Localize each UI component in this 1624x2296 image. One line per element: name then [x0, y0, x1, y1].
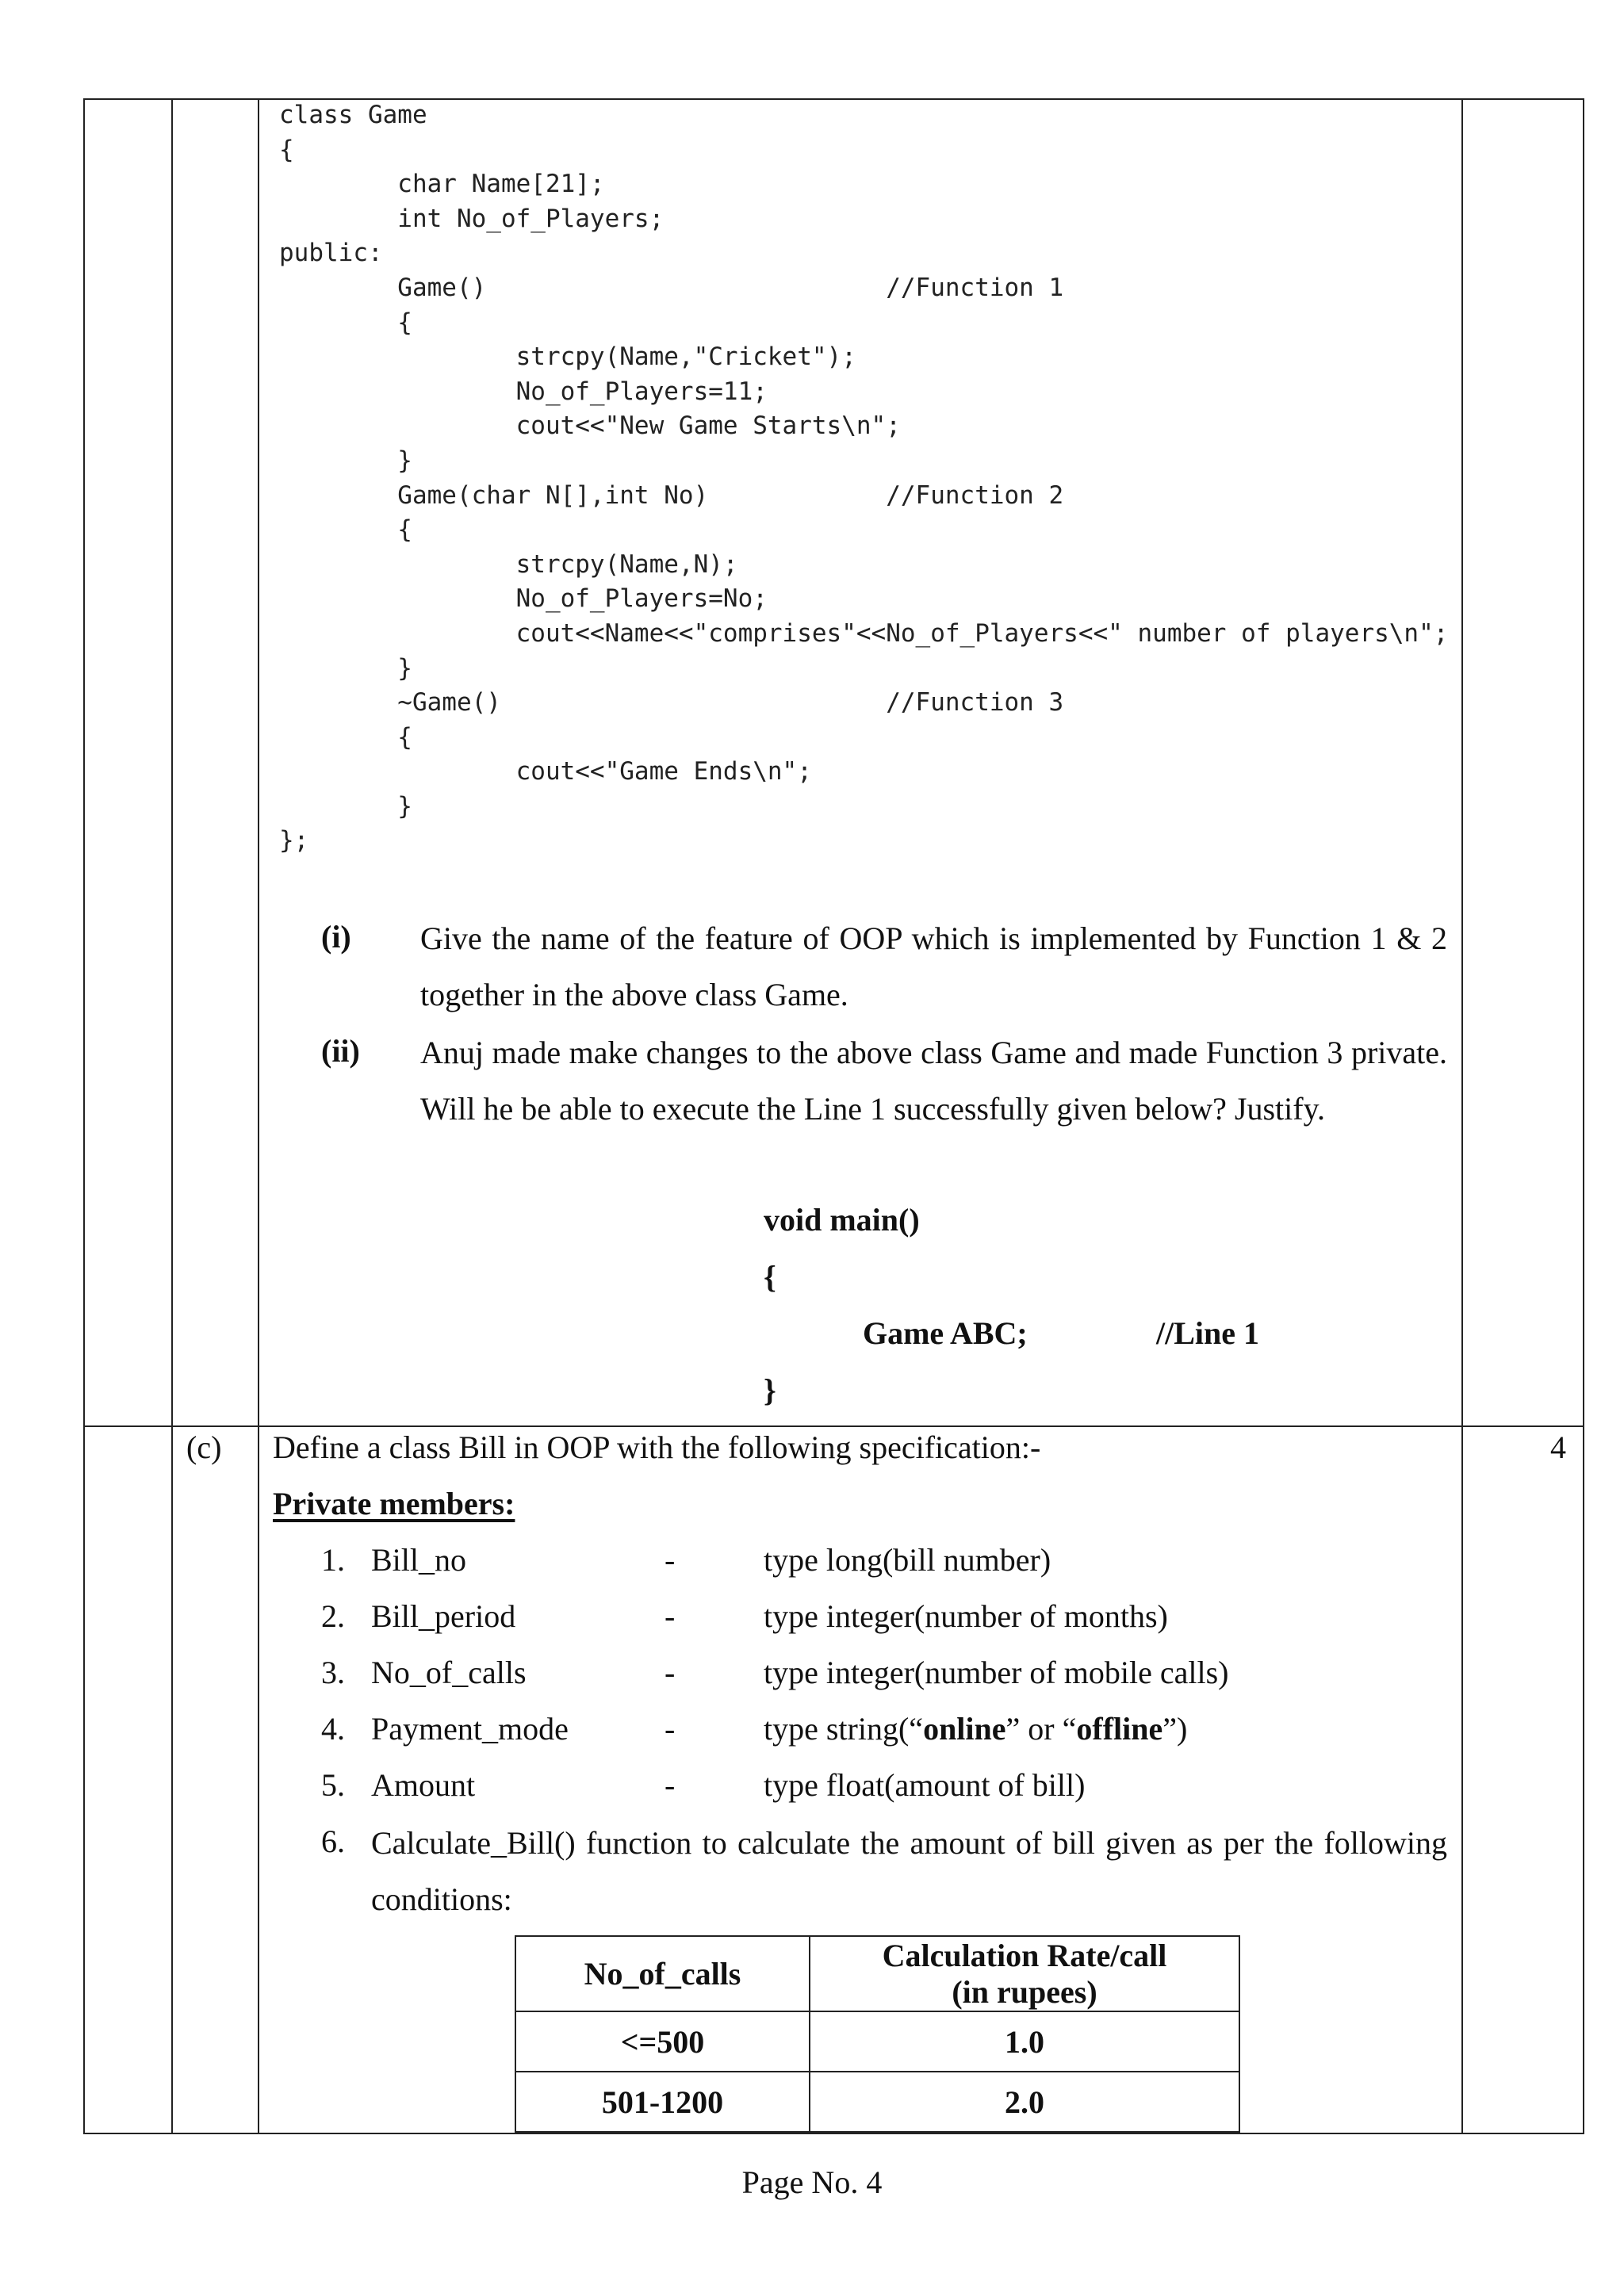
member-row — [321, 1598, 1431, 1654]
header-rate-line2: (in rupees) — [952, 1973, 1097, 2010]
code-line: cout<<"New Game Starts\n"; — [279, 411, 901, 441]
payment-prefix: type string(“ — [764, 1711, 924, 1747]
member-name: Bill_no — [371, 1542, 467, 1578]
code-line: ~Game() //Function 3 — [279, 688, 1064, 718]
member-description — [764, 1710, 1187, 1747]
member-row — [321, 1541, 1431, 1598]
main-signature: void main() — [764, 1202, 920, 1238]
code-line: strcpy(Name,"Cricket"); — [279, 342, 856, 372]
question-ii-text: Anuj made make changes to the above class Game and made Function 3 private. Will he be able to execute the Line 1 successfully given below? Justify. — [420, 1035, 1447, 1127]
question-i-label: (i) — [321, 919, 351, 955]
class-game-code — [279, 98, 1448, 859]
member-number: 3. — [321, 1655, 345, 1690]
code-line: { — [279, 515, 412, 545]
member-dash: - — [665, 1655, 676, 1690]
header-rate — [810, 1936, 1239, 2011]
payment-online: online — [923, 1711, 1006, 1747]
code-line: No_of_Players=No; — [279, 584, 768, 614]
column-divider-3 — [1461, 98, 1463, 2134]
member-name: Payment_mode — [371, 1711, 569, 1747]
member-name: Bill_period — [371, 1598, 516, 1634]
part-c-intro: Define a class Bill in OOP with the following specification:- — [273, 1429, 1041, 1465]
member-description: type integer(number of months) — [764, 1598, 1168, 1634]
code-line: No_of_Players=11; — [279, 377, 768, 406]
page-number: Page No. 4 — [741, 2164, 883, 2200]
code-line: Game() //Function 1 — [279, 273, 1064, 302]
rate-cell: 2.0 — [810, 2072, 1239, 2132]
main-line-comment: //Line 1 — [1156, 1315, 1260, 1351]
code-line: int No_of_Players; — [279, 204, 665, 233]
part-c-label: (c) — [186, 1429, 222, 1465]
calls-cell: <=500 — [515, 2011, 810, 2072]
member-row — [321, 1654, 1431, 1710]
rate-cell: 1.0 — [810, 2011, 1239, 2072]
header-rate-line1: Calculation Rate/call — [882, 1937, 1167, 1973]
code-line: { — [279, 722, 412, 752]
main-statement: Game ABC; — [863, 1315, 1028, 1351]
member-name: No_of_calls — [371, 1655, 527, 1690]
code-line: }; — [279, 826, 309, 855]
table-row — [515, 2072, 1239, 2132]
member-number: 5. — [321, 1767, 345, 1803]
member-number: 4. — [321, 1711, 345, 1747]
member-name: Amount — [371, 1767, 476, 1803]
member-dash: - — [665, 1767, 676, 1803]
calc-text: Calculate_Bill() function to calculate the amount of bill given as per the following conditions: — [371, 1825, 1447, 1917]
code-line: { — [279, 135, 294, 164]
code-line: } — [279, 653, 412, 683]
code-line: class Game — [279, 101, 427, 129]
payment-suffix: ”) — [1162, 1711, 1188, 1747]
member-dash: - — [665, 1598, 676, 1634]
payment-middle: ” or “ — [1005, 1711, 1077, 1747]
part-c-marks: 4 — [1550, 1429, 1566, 1465]
member-description: type long(bill number) — [764, 1542, 1051, 1578]
table-row — [515, 2011, 1239, 2072]
code-line: } — [279, 446, 412, 475]
member-description: type integer(number of mobile calls) — [764, 1655, 1229, 1690]
payment-offline: offline — [1076, 1711, 1163, 1747]
code-line: } — [279, 791, 412, 821]
main-open-brace: { — [764, 1259, 776, 1295]
code-line: cout<<Name<<"comprises"<<No_of_Players<<" number of players\n"; — [279, 618, 1449, 648]
member-row-payment-mode — [321, 1710, 1431, 1766]
question-i-text: Give the name of the feature of OOP which is implemented by Function 1 & 2 together in the above class Game. — [420, 920, 1447, 1012]
member-dash: - — [665, 1542, 676, 1578]
member-description: type float(amount of bill) — [764, 1767, 1086, 1803]
header-no-of-calls: No_of_calls — [515, 1936, 810, 2011]
rate-table — [515, 1935, 1240, 2133]
code-line: strcpy(Name,N); — [279, 549, 738, 579]
calc-number: 6. — [321, 1823, 345, 1859]
code-line: cout<<"Game Ends\n"; — [279, 757, 812, 786]
calls-cell: 501-1200 — [515, 2072, 810, 2132]
row-divider — [83, 1425, 1584, 1427]
member-number: 2. — [321, 1598, 345, 1634]
member-number: 1. — [321, 1542, 345, 1578]
column-divider-1 — [171, 98, 173, 2134]
rate-table-header — [515, 1936, 1239, 2011]
member-dash: - — [665, 1711, 676, 1747]
code-line: { — [279, 308, 412, 337]
code-line: char Name[21]; — [279, 170, 605, 199]
column-divider-2 — [258, 98, 259, 2134]
code-line: public: — [279, 239, 383, 268]
private-members-heading: Private members: — [273, 1486, 515, 1521]
question-ii-label: (ii) — [321, 1033, 360, 1069]
code-line: Game(char N[],int No) //Function 2 — [279, 480, 1064, 510]
main-close-brace: } — [764, 1372, 776, 1408]
